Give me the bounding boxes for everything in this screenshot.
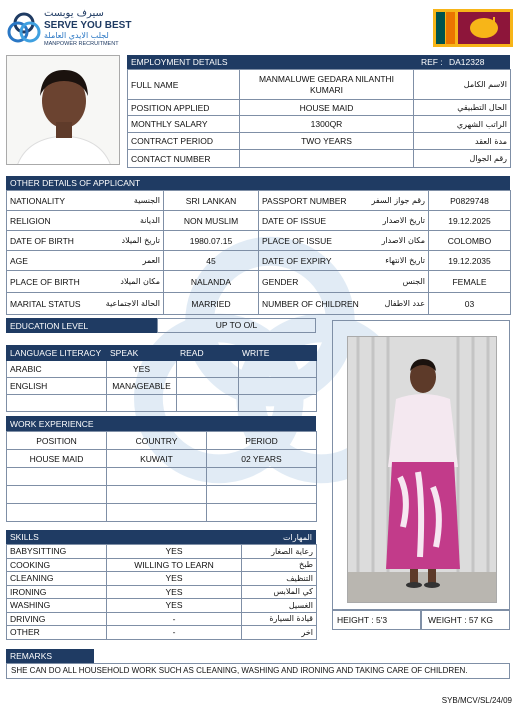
field-label-arabic: العمر xyxy=(142,256,160,265)
skill-label: OTHER xyxy=(7,626,107,640)
other-details-title: OTHER DETAILS OF APPLICANT xyxy=(10,178,141,188)
other-details-header xyxy=(6,176,510,190)
field-value: P0829748 xyxy=(429,191,511,211)
field-label-pair xyxy=(7,191,164,211)
height-field xyxy=(332,610,421,630)
column-header: PERIOD xyxy=(207,432,317,450)
field-label: DATE OF ISSUE xyxy=(262,215,327,226)
brand-logo xyxy=(6,8,136,50)
table-row xyxy=(7,626,317,640)
table-cell: ARABIC xyxy=(7,361,107,378)
skills-title-arabic: المهارات xyxy=(282,532,312,542)
table-cell: YES xyxy=(107,361,177,378)
contract-period-value: TWO YEARS xyxy=(240,133,414,150)
field-label-pair xyxy=(7,231,164,251)
table-cell xyxy=(207,486,317,504)
skill-label: COOKING xyxy=(7,558,107,572)
field-label-pair xyxy=(259,293,429,315)
employment-details-header xyxy=(127,55,510,69)
table-cell: HOUSE MAID xyxy=(7,450,107,468)
remarks-header xyxy=(6,649,94,663)
field-label: POSITION APPLIED xyxy=(128,100,240,116)
skill-label-arabic: الغسيل xyxy=(242,599,317,613)
column-header: LANGUAGE LITERACY xyxy=(7,346,107,361)
field-value: COLOMBO xyxy=(429,231,511,251)
field-label-pair xyxy=(7,271,164,293)
table-cell xyxy=(107,504,207,522)
field-label-arabic: الراتب الشهري xyxy=(414,116,511,133)
field-label: DATE OF EXPIRY xyxy=(262,255,332,266)
table-row xyxy=(128,100,511,116)
table-cell xyxy=(239,361,317,378)
field-label-arabic: رقم جواز السفر xyxy=(371,196,425,205)
table-row xyxy=(7,585,317,599)
field-label-arabic: الجنس xyxy=(402,277,425,286)
table-row xyxy=(128,116,511,133)
education-level-value xyxy=(157,318,316,333)
table-row xyxy=(7,486,317,504)
field-label: FULL NAME xyxy=(128,70,240,100)
field-label: NUMBER OF CHILDREN xyxy=(262,298,359,309)
position-applied-value: HOUSE MAID xyxy=(240,100,414,116)
sri-lanka-flag-icon xyxy=(433,9,513,47)
field-label-arabic: الحال التطبيقي xyxy=(414,100,511,116)
remarks-text: SHE CAN DO ALL HOUSEHOLD WORK SUCH AS CLEANING, WASHING AND IRONING AND TAKING CARE OF CHILDREN. xyxy=(11,666,468,675)
table-cell xyxy=(207,468,317,486)
field-label: AGE xyxy=(10,255,28,266)
table-row xyxy=(128,70,511,100)
remarks-title: REMARKS xyxy=(10,651,53,661)
field-label-pair xyxy=(7,251,164,271)
table-cell xyxy=(177,395,239,412)
field-label: GENDER xyxy=(262,276,299,287)
field-value: 19.12.2025 xyxy=(429,211,511,231)
field-label-arabic: رقم الجوال xyxy=(414,150,511,168)
table-row xyxy=(7,378,317,395)
field-label-arabic: الاسم الكامل xyxy=(414,70,511,100)
skill-value: YES xyxy=(107,572,242,586)
brand-name: SERVE YOU BEST xyxy=(44,20,132,31)
field-label: PLACE OF BIRTH xyxy=(10,276,80,287)
field-value: 03 xyxy=(429,293,511,315)
field-label-pair xyxy=(7,211,164,231)
table-row xyxy=(7,572,317,586)
field-label-arabic: مكان الاصدار xyxy=(381,236,425,245)
table-header-row xyxy=(7,432,317,450)
brand-arabic-tagline: لجلب الايدي العاملة xyxy=(44,31,109,40)
field-label-arabic: الجنسية xyxy=(133,196,160,205)
monthly-salary-value: 1300QR xyxy=(240,116,414,133)
table-cell xyxy=(107,468,207,486)
skill-label: CLEANING xyxy=(7,572,107,586)
table-cell xyxy=(7,486,107,504)
field-value: 45 xyxy=(164,251,259,271)
skill-label-arabic: اخر xyxy=(242,626,317,640)
skill-label: WASHING xyxy=(7,599,107,613)
field-value: 1980.07.15 xyxy=(164,231,259,251)
field-label-pair xyxy=(259,191,429,211)
skill-label: BABYSITTING xyxy=(7,545,107,559)
field-label-pair xyxy=(259,211,429,231)
field-value: NON MUSLIM xyxy=(164,211,259,231)
field-label-arabic: تاريخ الاصدار xyxy=(382,216,425,225)
work-experience-title: WORK EXPERIENCE xyxy=(10,418,94,429)
table-cell xyxy=(7,395,107,412)
applicant-portrait-photo xyxy=(6,55,120,165)
table-header-row xyxy=(7,346,317,361)
table-cell: KUWAIT xyxy=(107,450,207,468)
language-literacy-table xyxy=(6,345,317,412)
field-label: CONTACT NUMBER xyxy=(128,150,240,168)
skill-value: - xyxy=(107,626,242,640)
column-header: WRITE xyxy=(239,346,317,361)
full-name-value: MANMALUWE GEDARA NILANTHI KUMARI xyxy=(240,70,414,100)
education-value-text: UP TO O/L xyxy=(215,320,258,330)
field-label: MARITAL STATUS xyxy=(10,298,81,309)
column-header: SPEAK xyxy=(107,346,177,361)
table-row xyxy=(7,231,511,251)
brand-arabic-name: سيرف يوبست xyxy=(44,8,104,19)
table-row xyxy=(7,361,317,378)
skill-value: - xyxy=(107,612,242,626)
field-label-arabic: الحالة الاجتماعية xyxy=(105,299,160,308)
skill-value: WILLING TO LEARN xyxy=(107,558,242,572)
field-label-pair xyxy=(7,293,164,315)
table-row xyxy=(7,293,511,315)
column-header: POSITION xyxy=(7,432,107,450)
table-cell xyxy=(207,504,317,522)
work-experience-header xyxy=(6,416,316,431)
field-label: PASSPORT NUMBER xyxy=(262,195,347,206)
table-row xyxy=(7,545,317,559)
table-cell xyxy=(107,395,177,412)
skill-label-arabic: كي الملابس xyxy=(242,585,317,599)
skill-label: IRONING xyxy=(7,585,107,599)
table-cell xyxy=(239,395,317,412)
field-label: RELIGION xyxy=(10,215,51,226)
field-value: 19.12.2035 xyxy=(429,251,511,271)
table-row xyxy=(7,504,317,522)
skill-label-arabic: قيادة السيارة xyxy=(242,612,317,626)
weight-field xyxy=(421,610,510,630)
table-row xyxy=(7,450,317,468)
field-label: PLACE OF ISSUE xyxy=(262,235,332,246)
field-value: MARRIED xyxy=(164,293,259,315)
field-label: MONTHLY SALARY xyxy=(128,116,240,133)
table-row xyxy=(128,150,511,168)
employment-details-table xyxy=(127,69,511,168)
field-label-arabic: تاريخ الانتهاء xyxy=(385,256,425,265)
other-details-table xyxy=(6,190,511,315)
field-label-arabic: مكان الميلاد xyxy=(120,277,160,286)
field-value: SRI LANKAN xyxy=(164,191,259,211)
height-value: HEIGHT : 5'3 xyxy=(337,615,388,625)
table-cell xyxy=(7,504,107,522)
skill-value: YES xyxy=(107,545,242,559)
ref-value: DA12328 xyxy=(449,57,485,67)
table-cell xyxy=(239,378,317,395)
field-label-arabic: عدد الاطفال xyxy=(384,299,425,308)
table-cell: ENGLISH xyxy=(7,378,107,395)
table-row xyxy=(7,395,317,412)
skill-label: DRIVING xyxy=(7,612,107,626)
column-header: READ xyxy=(177,346,239,361)
table-cell xyxy=(7,468,107,486)
employment-details-title: EMPLOYMENT DETAILS xyxy=(131,57,228,67)
field-label-arabic: الديانة xyxy=(139,216,160,225)
contact-number-value xyxy=(240,150,414,168)
footer-code: SYB/MCV/SL/24/09 xyxy=(441,696,512,705)
field-value: NALANDA xyxy=(164,271,259,293)
skill-value: YES xyxy=(107,585,242,599)
table-row xyxy=(7,599,317,613)
remarks-box xyxy=(6,663,510,679)
table-row xyxy=(128,133,511,150)
table-row xyxy=(7,211,511,231)
work-experience-table xyxy=(6,431,317,522)
field-label-pair xyxy=(259,231,429,251)
field-label-arabic: تاريخ الميلاد xyxy=(121,236,160,245)
skill-value: YES xyxy=(107,599,242,613)
ref-label: REF : xyxy=(421,57,443,67)
column-header: COUNTRY xyxy=(107,432,207,450)
field-label: NATIONALITY xyxy=(10,195,66,206)
field-label-arabic: مدة العقد xyxy=(414,133,511,150)
field-label: DATE OF BIRTH xyxy=(10,235,74,246)
table-row xyxy=(7,468,317,486)
applicant-full-body-photo xyxy=(347,336,497,603)
field-label-pair xyxy=(259,251,429,271)
table-row xyxy=(7,558,317,572)
field-label: CONTRACT PERIOD xyxy=(128,133,240,150)
table-cell xyxy=(107,486,207,504)
field-value: FEMALE xyxy=(429,271,511,293)
table-cell: MANAGEABLE xyxy=(107,378,177,395)
education-level-label xyxy=(6,318,157,333)
skills-table xyxy=(6,544,317,640)
rings-icon xyxy=(6,10,42,46)
skills-header xyxy=(6,530,316,544)
skills-title: SKILLS xyxy=(10,532,39,542)
education-label-text: EDUCATION LEVEL xyxy=(10,320,89,331)
table-row xyxy=(7,271,511,293)
table-cell xyxy=(177,378,239,395)
table-row xyxy=(7,191,511,211)
brand-tagline: MANPOWER RECRUITMENT xyxy=(44,41,119,47)
table-row xyxy=(7,612,317,626)
table-cell: 02 YEARS xyxy=(207,450,317,468)
skill-label-arabic: رعاية الصغار xyxy=(242,545,317,559)
skill-label-arabic: التنظيف xyxy=(242,572,317,586)
field-label-pair xyxy=(259,271,429,293)
weight-value: WEIGHT : 57 KG xyxy=(428,615,494,625)
table-row xyxy=(7,251,511,271)
skill-label-arabic: طبخ xyxy=(242,558,317,572)
table-cell xyxy=(177,361,239,378)
